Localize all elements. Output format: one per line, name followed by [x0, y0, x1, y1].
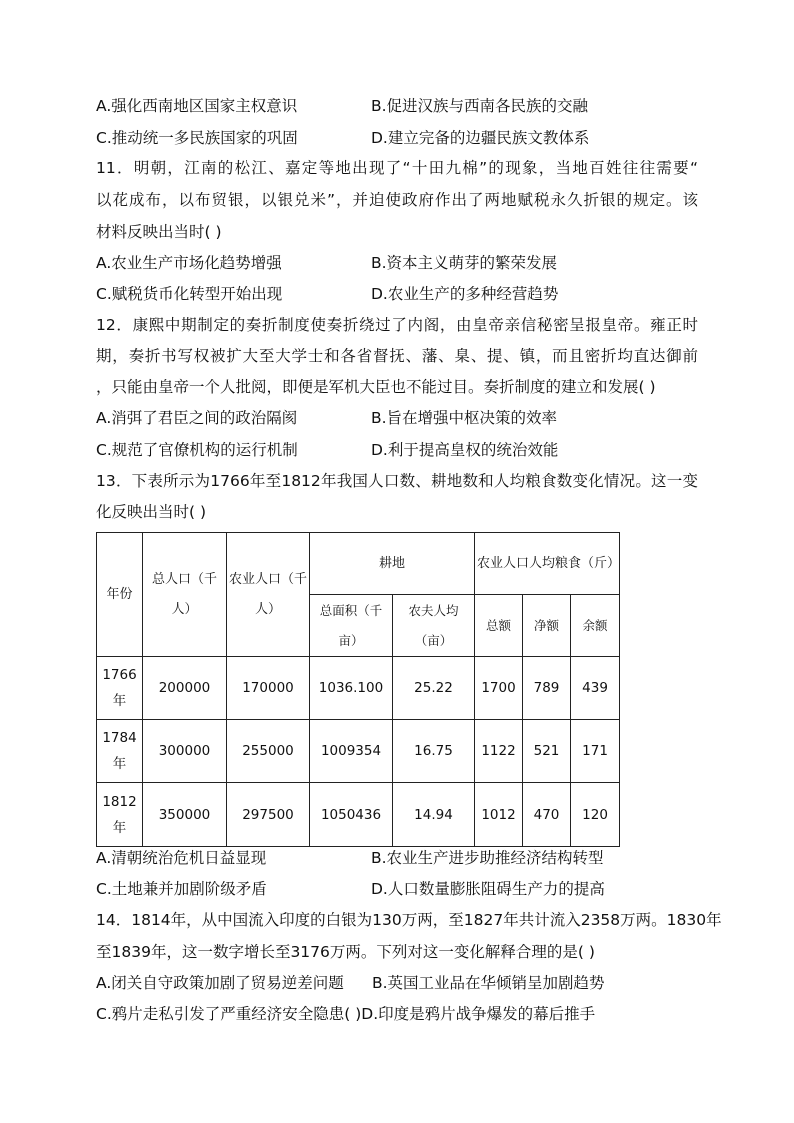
cell-grain-total: 1700: [475, 657, 523, 720]
q11-stem-line-3: 材料反映出当时( ): [96, 223, 222, 241]
cell-grain-surplus: 171: [571, 720, 620, 783]
q10-option-d: D.建立完备的边疆民族文教体系: [371, 129, 590, 147]
q13-stem-line-1: 13．下表所示为1766年至1812年我国人口数、耕地数和人均粮食数变化情况。这一变: [96, 472, 698, 490]
cell-year: 1766年: [97, 657, 143, 720]
cell-grain-total: 1122: [475, 720, 523, 783]
header-farmland-per-farmer: 农夫人均（亩）: [393, 595, 475, 657]
cell-total-population: 350000: [143, 783, 227, 847]
cell-grain-net: 789: [523, 657, 571, 720]
q14-option-a: A.闭关自守政策加剧了贸易逆差问题: [96, 974, 344, 992]
q12-option-a: A.消弭了君臣之间的政治隔阂: [96, 409, 298, 427]
q10-option-c: C.推动统一多民族国家的巩固: [96, 129, 298, 147]
population-land-grain-table: [96, 532, 620, 847]
q13-option-b: B.农业生产进步助推经济结构转型: [371, 849, 604, 867]
q11-option-c: C.赋税货币化转型开始出现: [96, 285, 283, 303]
cell-year: 1784年: [97, 720, 143, 783]
q10-option-a: A.强化西南地区国家主权意识: [96, 97, 298, 115]
q14-stem-line-1: 14．1814年，从中国流入印度的白银为130万两，至1827年共计流入2358万两。1830年: [96, 911, 722, 929]
cell-farmland-total: 1050436: [310, 783, 393, 847]
cell-farmland-per-farmer: 14.94: [393, 783, 475, 847]
q12-option-b: B.旨在增强中枢决策的效率: [371, 409, 558, 427]
cell-grain-net: 470: [523, 783, 571, 847]
q13-option-c: C.土地兼并加剧阶级矛盾: [96, 880, 267, 898]
q14-option-c-d: C.鸦片走私引发了严重经济安全隐患( )D.印度是鸦片战争爆发的幕后推手: [96, 1005, 596, 1023]
header-grain-surplus: 余额: [571, 595, 620, 657]
cell-year: 1812年: [97, 783, 143, 847]
header-farmland: 耕地: [310, 533, 475, 595]
q13-stem-line-2: 化反映出当时( ): [96, 503, 207, 521]
cell-total-population: 200000: [143, 657, 227, 720]
q11-stem-line-1: 11．明朝，江南的松江、嘉定等地出现了“十田九棉”的现象，当地百姓往往需要“: [96, 159, 698, 177]
cell-agricultural-population: 255000: [227, 720, 310, 783]
header-farmland-total: 总面积（千亩）: [310, 595, 393, 657]
table-row: [97, 783, 620, 847]
cell-agricultural-population: 170000: [227, 657, 310, 720]
cell-agricultural-population: 297500: [227, 783, 310, 847]
q14-option-b: B.英国工业品在华倾销呈加剧趋势: [372, 974, 605, 992]
cell-grain-total: 1012: [475, 783, 523, 847]
table-row: [97, 720, 620, 783]
q12-stem-line-2: 期，奏折书写权被扩大至大学士和各省督抚、藩、臬、提、镇，而且密折均直达御前: [96, 347, 698, 365]
cell-grain-surplus: 439: [571, 657, 620, 720]
q12-stem-line-1: 12．康熙中期制定的奏折制度使奏折绕过了内阁，由皇帝亲信秘密呈报皇帝。雍正时: [96, 316, 698, 334]
q11-option-a: A.农业生产市场化趋势增强: [96, 254, 282, 272]
q10-option-b: B.促进汉族与西南各民族的交融: [371, 97, 589, 115]
cell-grain-net: 521: [523, 720, 571, 783]
q12-stem-line-3: ，只能由皇帝一个人批阅，即便是军机大臣也不能过目。奏折制度的建立和发展( ): [96, 378, 656, 396]
header-year: 年份: [97, 533, 143, 657]
q11-option-b: B.资本主义萌芽的繁荣发展: [371, 254, 558, 272]
cell-total-population: 300000: [143, 720, 227, 783]
q12-option-c: C.规范了官僚机构的运行机制: [96, 441, 298, 459]
cell-farmland-per-farmer: 25.22: [393, 657, 475, 720]
q14-stem-line-2: 至1839年，这一数字增长至3176万两。下列对这一变化解释合理的是( ): [96, 943, 595, 961]
cell-grain-surplus: 120: [571, 783, 620, 847]
cell-farmland-total: 1009354: [310, 720, 393, 783]
q13-option-a: A.清朝统治危机日益显现: [96, 849, 267, 867]
q11-stem-line-2: 以花成布，以布贸银，以银兑米”，并迫使政府作出了两地赋税永久折银的规定。该: [96, 191, 698, 209]
header-grain-per-capita: 农业人口人均粮食（斤）: [475, 533, 620, 595]
header-agricultural-population: 农业人口（千人）: [227, 533, 310, 657]
header-grain-net: 净额: [523, 595, 571, 657]
q12-option-d: D.利于提高皇权的统治效能: [371, 441, 559, 459]
header-grain-total: 总额: [475, 595, 523, 657]
q13-option-d: D.人口数量膨胀阻碍生产力的提高: [371, 880, 605, 898]
q11-option-d: D.农业生产的多种经营趋势: [371, 285, 559, 303]
table-row: [97, 657, 620, 720]
cell-farmland-per-farmer: 16.75: [393, 720, 475, 783]
cell-farmland-total: 1036.100: [310, 657, 393, 720]
header-total-population: 总人口（千人）: [143, 533, 227, 657]
